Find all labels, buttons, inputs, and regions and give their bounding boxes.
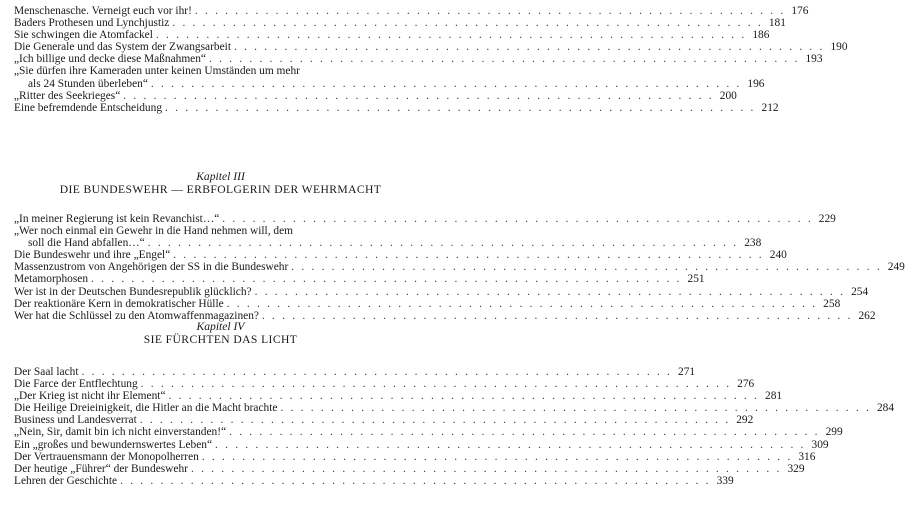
toc-entry (14, 438, 829, 451)
toc-entry (14, 426, 843, 439)
toc-entry-page-number: 229 (818, 213, 836, 225)
toc-entry-page-number: 281 (765, 390, 783, 403)
chapter-heading-4 (14, 320, 427, 346)
toc-entry (14, 249, 787, 262)
toc-entry-title: Der Saal lacht (14, 366, 79, 378)
toc-entry-title: Die Heilige Dreieinigkeit, die Hitler an die Macht brachte (14, 402, 278, 415)
toc-entry-page-number: 212 (761, 101, 779, 114)
dot-leader: . . . . . . . . . . . . . . . . . . . . . . . . . . . . . . . . . . . . . . . . . . . . . . . . . . . . . . . . . . . (168, 390, 760, 403)
toc-entry-title: „Ich billige und decke diese Maßnahmen“ (14, 53, 206, 66)
toc-entry-page-number: 196 (747, 77, 765, 90)
dot-leader: . . . . . . . . . . . . . . . . . . . . . . . . . . . . . . . . . . . . . . . . . . . . . . . . . . . . . . . . . . . (226, 297, 818, 310)
toc-entry (14, 402, 895, 415)
dot-leader: . . . . . . . . . . . . . . . . . . . . . . . . . . . . . . . . . . . . . . . . . . . . . . . . . . . . . . . . . . . (155, 29, 747, 42)
toc-entry-page-number: 186 (752, 29, 770, 42)
toc-entry-title: Der heutige „Führer“ der Bundeswehr (14, 462, 188, 475)
toc-entry (14, 378, 755, 391)
toc-entry-title: Massenzustrom von Angehörigen der SS in die Bundeswehr (14, 261, 289, 274)
dot-leader: . . . . . . . . . . . . . . . . . . . . . . . . . . . . . . . . . . . . . . . . . . . . . . . . . . . . . . . . . . . (91, 273, 682, 286)
dot-leader: . . . . . . . . . . . . . . . . . . . . . . . . . . . . . . . . . . . . . . . . . . . . . . . . . . . . . . . . . . . (222, 213, 813, 225)
toc-entry-title: Die Bundeswehr und ihre „Engel“ (14, 249, 171, 262)
dot-leader: . . . . . . . . . . . . . . . . . . . . . . . . . . . . . . . . . . . . . . . . . . . . . . . . . . . . . . . . . . . (173, 249, 764, 262)
chapter-label: Kapitel III (196, 170, 245, 183)
toc-entry (14, 29, 770, 42)
toc-entry-page-number: 240 (769, 249, 787, 262)
chapter-heading-3 (14, 170, 427, 196)
toc-entry-page-number: 299 (825, 426, 843, 439)
dot-leader: . . . . . . . . . . . . . . . . . . . . . . . . . . . . . . . . . . . . . . . . . . . . . . . . . . . . . . . . . . . (229, 426, 820, 439)
toc-entry (14, 450, 816, 463)
toc-entry-page-number: 254 (851, 285, 869, 298)
toc-entry-page-number: 284 (876, 402, 895, 415)
toc-entry-page-number: 251 (687, 273, 705, 286)
toc-entry (14, 101, 779, 114)
chapter-title: SIE FÜRCHTEN DAS LICHT (143, 333, 298, 346)
toc-entry (14, 5, 809, 17)
toc-entry (14, 41, 848, 54)
dot-leader: . . . . . . . . . . . . . . . . . . . . . . . . . . . . . . . . . . . . . . . . . . . . . . . . . . . . . . . . . . . (165, 101, 756, 114)
toc-entry (14, 213, 836, 225)
toc-entry-title: Wer hat die Schlüssel zu den Atomwaffenmagazinen? (14, 309, 259, 322)
chapter-title: DIE BUNDESWEHR — ERBFOLGERIN DER WEHRMACHT (59, 183, 382, 196)
toc-entry (14, 273, 705, 286)
toc-entry-page-number: 271 (678, 366, 696, 378)
dot-leader: . . . . . . . . . . . . . . . . . . . . . . . . . . . . . . . . . . . . . . . . . . . . . . . . . . . . . . . . . . . (291, 261, 882, 274)
toc-entry-page-number: 339 (716, 474, 734, 487)
toc-entry-page-number: 292 (736, 414, 754, 427)
toc-entry-title: Menschenasche. Verneigt euch vor ihr! (14, 5, 192, 17)
toc-entry-title: „Ritter des Seekrieges“ (14, 89, 121, 102)
toc-entry-title: Eine befremdende Entscheidung (14, 101, 163, 114)
toc-entry (14, 17, 786, 30)
toc-entry (14, 390, 783, 403)
dot-leader: . . . . . . . . . . . . . . . . . . . . . . . . . . . . . . . . . . . . . . . . . . . . . . . . . . . . . . . . . . . (261, 309, 853, 322)
toc-entry-title: Die Farce der Entflechtung (14, 378, 138, 391)
toc-entry-page-number: 190 (830, 41, 848, 54)
toc-entry-title-line-1: „Sie dürfen ihre Kameraden unter keinen Umständen um mehr (14, 65, 300, 78)
toc-entry-page-number: 258 (823, 297, 841, 310)
toc-entry-title: „In meiner Regierung ist kein Revanchist…“ (14, 213, 220, 225)
toc-entry-page-number: 200 (719, 89, 737, 102)
toc-entry-title: Ein „großes und bewundernswertes Leben“ (14, 438, 213, 451)
dot-leader: . . . . . . . . . . . . . . . . . . . . . . . . . . . . . . . . . . . . . . . . . . . . . . . . . . . . . . . . . . . (147, 237, 739, 250)
toc-section-chapter-4 (14, 366, 895, 487)
toc-entry-title: Der Vertrauensmann der Monopolherren (14, 450, 199, 463)
dot-leader: . . . . . . . . . . . . . . . . . . . . . . . . . . . . . . . . . . . . . . . . . . . . . . . . . . . . . . . . . . . (215, 438, 806, 451)
toc-entry (14, 474, 734, 487)
toc-entry (14, 462, 805, 475)
toc-entry (14, 65, 765, 90)
toc-entry-title: Sie schwingen die Atomfackel (14, 29, 153, 42)
toc-entry-page-number: 193 (805, 53, 823, 66)
toc-entry-title: Der reaktionäre Kern in demokratischer Hülle (14, 297, 224, 310)
toc-entry (14, 89, 737, 102)
toc-entry-page-number: 276 (737, 378, 755, 391)
toc-entry (14, 414, 754, 427)
toc-entry (14, 366, 696, 378)
dot-leader: . . . . . . . . . . . . . . . . . . . . . . . . . . . . . . . . . . . . . . . . . . . . . . . . . . . . . . . . . . . (194, 5, 786, 17)
dot-leader: . . . . . . . . . . . . . . . . . . . . . . . . . . . . . . . . . . . . . . . . . . . . . . . . . . . . . . . . . . . (120, 474, 711, 487)
toc-entry-title-line-2 (14, 77, 765, 90)
toc-entry (14, 285, 869, 298)
toc-entry-title: Wer ist in der Deutschen Bundesrepublik glücklich? (14, 285, 252, 298)
toc-entry-title-line-2 (14, 237, 762, 250)
dot-leader: . . . . . . . . . . . . . . . . . . . . . . . . . . . . . . . . . . . . . . . . . . . . . . . . . . . . . . . . . . . (208, 53, 800, 66)
dot-leader: . . . . . . . . . . . . . . . . . . . . . . . . . . . . . . . . . . . . . . . . . . . . . . . . . . . . . . . . . . . (254, 285, 846, 298)
toc-entry (14, 261, 905, 274)
dot-leader: . . . . . . . . . . . . . . . . . . . . . . . . . . . . . . . . . . . . . . . . . . . . . . . . . . . . . . . . . . . (150, 77, 742, 90)
toc-entry-page-number: 238 (744, 237, 762, 250)
dot-leader: . . . . . . . . . . . . . . . . . . . . . . . . . . . . . . . . . . . . . . . . . . . . . . . . . . . . . . . . . . . (81, 366, 673, 378)
toc-entry-title-line-1: „Wer noch einmal ein Gewehr in die Hand nehmen will, dem (14, 225, 294, 238)
dot-leader: . . . . . . . . . . . . . . . . . . . . . . . . . . . . . . . . . . . . . . . . . . . . . . . . . . . . . . . . . . . (280, 402, 872, 415)
toc-entry-title: Lehren der Geschichte (14, 474, 118, 487)
toc-entry-title: Business und Landesverrat (14, 414, 137, 427)
toc-entry-title: „Der Krieg ist nicht ihr Element“ (14, 390, 166, 403)
toc-entry-page-number: 329 (787, 462, 805, 475)
dot-leader: . . . . . . . . . . . . . . . . . . . . . . . . . . . . . . . . . . . . . . . . . . . . . . . . . . . . . . . . . . . (172, 17, 763, 30)
toc-entry-page-number: 309 (811, 438, 829, 451)
toc-section-1 (14, 5, 848, 114)
toc-entry-title: soll die Hand abfallen…“ (28, 237, 145, 250)
toc-entry-page-number: 181 (768, 17, 786, 30)
toc-entry-title: Metamorphosen (14, 273, 89, 286)
chapter-label: Kapitel IV (196, 320, 245, 333)
toc-entry-page-number: 316 (798, 450, 816, 463)
dot-leader: . . . . . . . . . . . . . . . . . . . . . . . . . . . . . . . . . . . . . . . . . . . . . . . . . . . . . . . . . . . (190, 462, 782, 475)
toc-entry-title: als 24 Stunden überleben“ (28, 77, 148, 90)
toc-entry-title: Baders Prothesen und Lynchjustiz (14, 17, 170, 30)
toc-entry (14, 225, 762, 250)
dot-leader: . . . . . . . . . . . . . . . . . . . . . . . . . . . . . . . . . . . . . . . . . . . . . . . . . . . . . . . . . . . (139, 414, 731, 427)
dot-leader: . . . . . . . . . . . . . . . . . . . . . . . . . . . . . . . . . . . . . . . . . . . . . . . . . . . . . . . . . . . (123, 89, 714, 102)
dot-leader: . . . . . . . . . . . . . . . . . . . . . . . . . . . . . . . . . . . . . . . . . . . . . . . . . . . . . . . . . . . (140, 378, 732, 391)
toc-entry-page-number: 249 (887, 261, 905, 274)
dot-leader: . . . . . . . . . . . . . . . . . . . . . . . . . . . . . . . . . . . . . . . . . . . . . . . . . . . . . . . . . . . (201, 450, 793, 463)
toc-entry-page-number: 262 (858, 309, 876, 322)
toc-entry-title: Die Generale und das System der Zwangsarbeit (14, 41, 231, 54)
toc-section-chapter-3 (14, 213, 905, 322)
toc-entry (14, 297, 841, 310)
dot-leader: . . . . . . . . . . . . . . . . . . . . . . . . . . . . . . . . . . . . . . . . . . . . . . . . . . . . . . . . . . . (233, 41, 825, 54)
toc-entry (14, 53, 823, 66)
toc-entry-page-number: 176 (791, 5, 809, 17)
toc-entry-title: „Nein, Sir, damit bin ich nicht einverstanden!“ (14, 426, 227, 439)
